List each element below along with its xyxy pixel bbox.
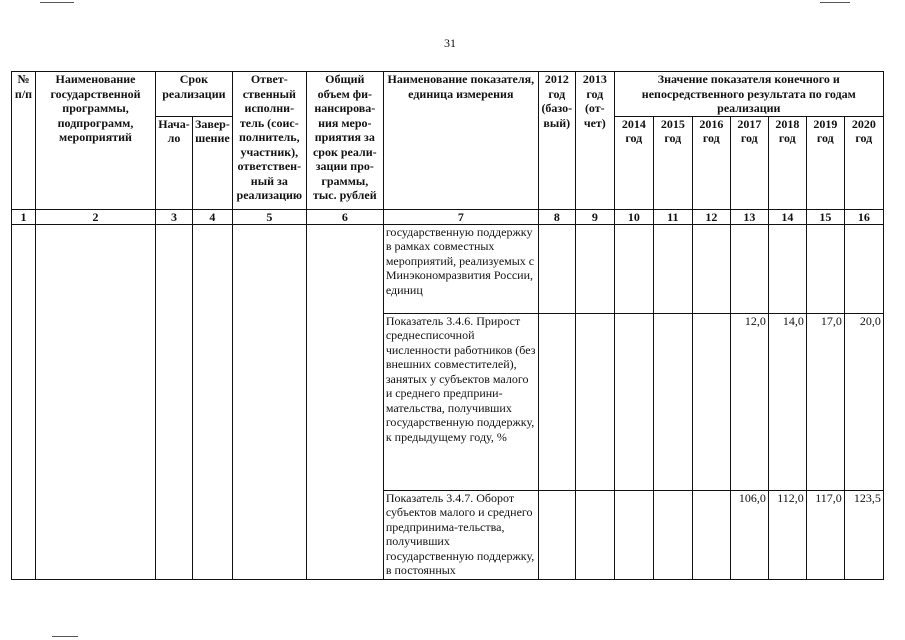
value-2020: [844, 224, 883, 313]
table-row: [12, 224, 884, 313]
indicator-name: государственную поддержку в рамках совместных мероприятий, реализуемых с Минэкономразвития России, единиц: [383, 224, 538, 313]
cell-responsible: [232, 224, 306, 579]
column-number: 2: [36, 209, 156, 224]
indicator-name: Показатель 3.4.6. Прирост среднесписочной численности работников (без внешних совместителей), занятых у субъектов малого и среднего предприни-мательства, получивших государственную поддержку, к предыдущему году, %: [383, 313, 538, 490]
cell-name: [36, 224, 156, 579]
cell-2012: [538, 313, 575, 490]
column-number: 15: [806, 209, 844, 224]
value-2020: 123,5: [844, 490, 883, 579]
cell-2015: [653, 224, 692, 313]
cell-2014: [614, 224, 653, 313]
value-2018: 112,0: [768, 490, 806, 579]
column-number: 10: [614, 209, 653, 224]
scan-mark-top-right: [820, 2, 850, 3]
value-2017: [730, 224, 768, 313]
header-indicator: Наименование показателя, единица измерения: [383, 72, 538, 210]
cell-2013: [575, 224, 614, 313]
cell-2014: [614, 490, 653, 579]
value-2019: 117,0: [806, 490, 844, 579]
header-volume: Общий объем фи-нансирова-ния меро-приятия за срок реали-зации про-граммы, тыс. рублей: [306, 72, 383, 210]
cell-2012: [538, 224, 575, 313]
header-num: № п/п: [12, 72, 36, 210]
cell-2015: [653, 490, 692, 579]
header-term-end: Завер-шение: [193, 116, 233, 209]
indicator-name: Показатель 3.4.7. Оборот субъектов малого и среднего предпринима-тельства, получивших государственную поддержку, в постоянных: [383, 490, 538, 579]
cell-2016: [692, 313, 730, 490]
header-year-2016: 2016 год: [692, 116, 730, 209]
column-number: 12: [692, 209, 730, 224]
cell-num: [12, 224, 36, 579]
cell-2012: [538, 490, 575, 579]
column-number: 6: [306, 209, 383, 224]
column-number: 16: [844, 209, 883, 224]
column-number: 3: [156, 209, 193, 224]
column-number: 13: [730, 209, 768, 224]
header-year-2019: 2019 год: [806, 116, 844, 209]
cell-2016: [692, 224, 730, 313]
header-year-2014: 2014 год: [614, 116, 653, 209]
value-2020: 20,0: [844, 313, 883, 490]
header-year-2020: 2020 год: [844, 116, 883, 209]
scan-mark-top-left: [40, 2, 74, 3]
column-number: 1: [12, 209, 36, 224]
column-number: 5: [232, 209, 306, 224]
column-number: 11: [653, 209, 692, 224]
header-year-2017: 2017 год: [730, 116, 768, 209]
header-name: Наименование государственной программы, подпрограмм, мероприятий: [36, 72, 156, 210]
header-term-start: Нача-ло: [156, 116, 193, 209]
value-2018: 14,0: [768, 313, 806, 490]
cell-term-start: [156, 224, 193, 579]
column-number: 4: [193, 209, 233, 224]
scan-mark-bottom-left: [52, 636, 78, 637]
value-2019: [806, 224, 844, 313]
header-year-2018: 2018 год: [768, 116, 806, 209]
header-values-group: Значение показателя конечного и непосредственного результата по годам реализации: [614, 72, 883, 117]
cell-volume: [306, 224, 383, 579]
cell-2014: [614, 313, 653, 490]
header-term: Срок реализации: [156, 72, 233, 117]
header-2013: 2013 год (от-чет): [575, 72, 614, 210]
header-year-2015: 2015 год: [653, 116, 692, 209]
value-2019: 17,0: [806, 313, 844, 490]
header-responsible: Ответ-ственный исполни-тель (соис-полнитель, участник), ответствен-ный за реализацию: [232, 72, 306, 210]
value-2017: 106,0: [730, 490, 768, 579]
value-2018: [768, 224, 806, 313]
page-number: 31: [444, 36, 456, 50]
cell-2015: [653, 313, 692, 490]
value-2017: 12,0: [730, 313, 768, 490]
cell-2016: [692, 490, 730, 579]
column-number: 9: [575, 209, 614, 224]
column-number: 8: [538, 209, 575, 224]
column-number: 7: [383, 209, 538, 224]
header-2012: 2012 год (базо-вый): [538, 72, 575, 210]
cell-term-end: [193, 224, 233, 579]
cell-2013: [575, 313, 614, 490]
cell-2013: [575, 490, 614, 579]
indicator-table: [11, 71, 884, 580]
column-number: 14: [768, 209, 806, 224]
